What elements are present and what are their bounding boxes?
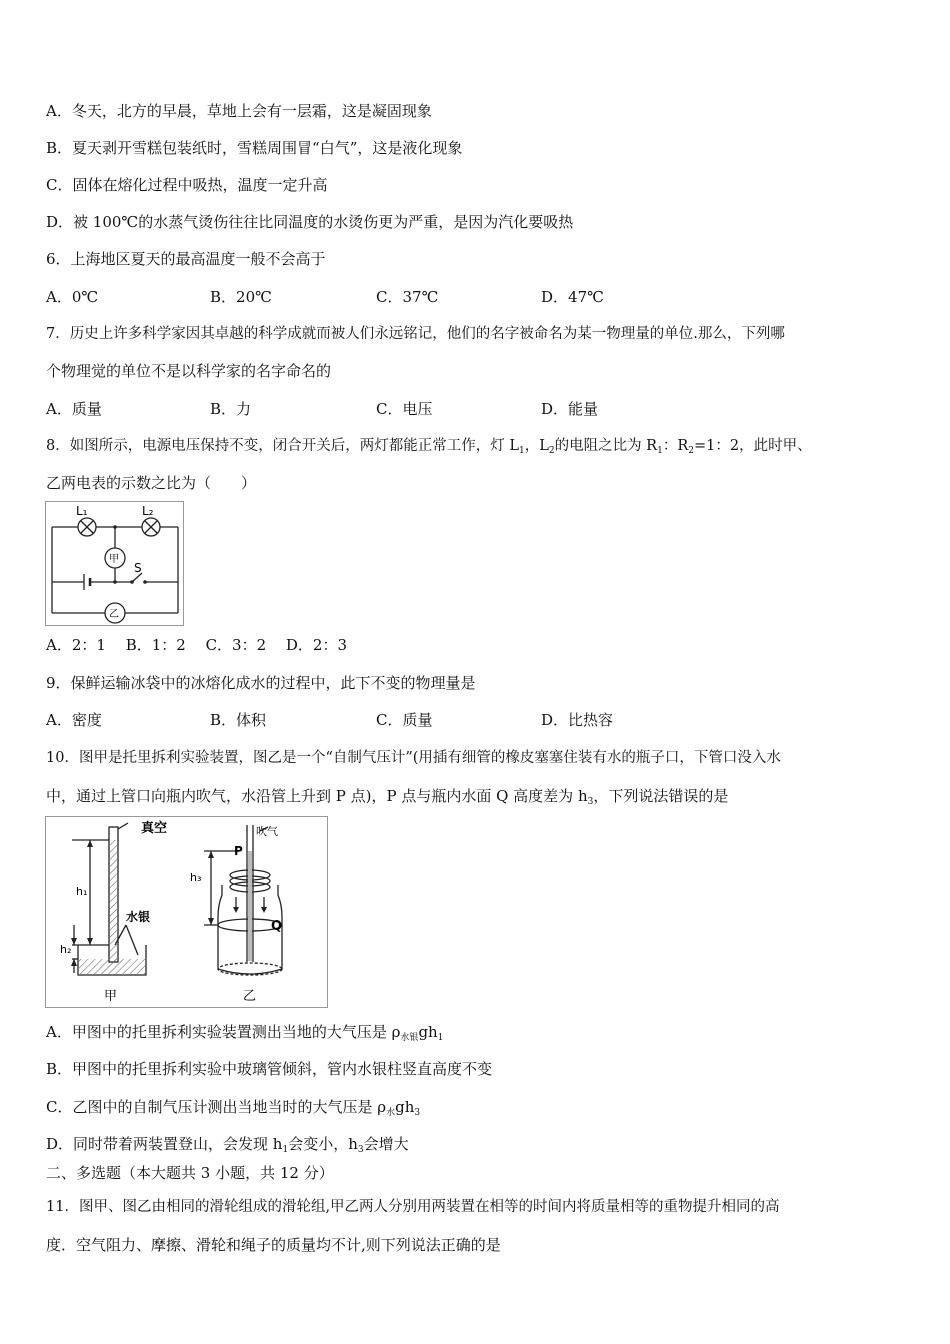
q10-h3-subscript: 3 [587,797,594,807]
q9-option-a: A．密度 [46,711,102,729]
q8-stem-colon: ：R [662,438,689,454]
q6-option-c: C．37℃ [376,288,439,306]
q10-stem-text-b: ，下列说法错误的是 [593,787,729,805]
q10-option-d-text-b: 会变小，h [288,1135,358,1153]
q10-label-blow: 吹气 [256,825,278,838]
q8-label-switch: S [134,561,142,575]
q8-stem-text-c: =1：2，此时甲、 [694,438,812,454]
q8-l2-subscript: 2 [548,446,555,456]
q10-label-h2: h₂ [60,943,72,956]
q10-option-a-rho-subscript: 水银 [400,1033,419,1043]
section-heading-multiple-choice: 二、多选题（本大题共 3 小题，共 12 分） [46,1164,334,1182]
q10-option-a-text: A．甲图中的托里拆利实验装置测出当地的大气压是 ρ [46,1023,401,1041]
q10-option-c-h-subscript: 3 [414,1108,421,1118]
q7-option-a: A．质量 [46,400,102,418]
q5-option-b: B．夏天剥开雪糕包装纸时，雪糕周围冒“白气”，这是液化现象 [46,139,463,157]
q10-option-d-text-c: 会增大 [363,1135,409,1153]
q8-stem-comma: ，L [524,438,549,454]
q10-label-mercury: 水银 [126,910,151,924]
q10-option-d-text-a: D．同时带着两装置登山，会发现 h [46,1135,283,1153]
q7-stem-line1: 7．历史上许多科学家因其卓越的科学成就而被人们永远铭记，他们的名字被命名为某一物理量的单位.那么，下列哪 [46,326,785,342]
q9-option-c: C．质量 [376,711,433,729]
q10-label-vacuum: 真空 [141,821,168,836]
q8-l1-subscript: 1 [518,446,525,456]
q10-stem-line2 [46,786,728,812]
q5-option-a: A．冬天，北方的早晨，草地上会有一层霜，这是凝固现象 [46,102,432,120]
q10-option-a-h-subscript: 1 [437,1033,444,1043]
q10-stem-line1: 10．图甲是托里拆利实验装置，图乙是一个“自制气压计”(用插有细管的橡皮塞塞住装有水的瓶子口，下管口没入水 [46,750,781,766]
q7-option-b: B．力 [210,400,252,418]
q6-option-b: B．20℃ [210,288,272,306]
q8-label-l1: L₁ [76,504,88,518]
q10-barometer-figure [45,816,328,1008]
q10-label-p: P [234,844,243,858]
q10-option-d [46,1134,409,1160]
q11-stem-line1: 11．图甲、图乙由相同的滑轮组成的滑轮组,甲乙两人分别用两装置在相等的时间内将质量相等的重物提升相同的高 [46,1199,780,1215]
q8-options: A．2：1 B．1：2 C．3：2 D．2：3 [46,636,348,654]
q8-r1-subscript: 1 [657,446,663,456]
q8-meter-jia: 甲 [109,554,119,565]
q7-option-d: D．能量 [541,400,599,418]
q7-stem-line2: 个物理觉的单位不是以科学家的名字命名的 [46,362,332,380]
q6-stem: 6．上海地区夏天的最高温度一般不会高于 [46,250,326,268]
q8-stem-text-a: 8．如图所示，电源电压保持不变，闭合开关后，两灯都能正常工作，灯 L [46,438,519,454]
q10-option-c-rho-subscript: 水 [386,1108,396,1118]
q8-stem-text-b: 的电阻之比为 R [554,438,658,454]
q10-label-h3: h₃ [190,871,202,884]
q9-option-d: D．比热容 [541,711,614,729]
q8-stem-line1 [46,436,812,461]
q8-circuit-figure [45,501,184,626]
q9-option-b: B．体积 [210,711,267,729]
q11-stem-line2: 度．空气阻力、摩擦、滑轮和绳子的质量均不计,则下列说法正确的是 [46,1236,501,1254]
q6-option-a: A．0℃ [46,288,99,306]
q8-label-l2: L₂ [142,504,154,518]
q8-meter-yi: 乙 [109,609,119,620]
q10-option-b: B．甲图中的托里拆利实验中玻璃管倾斜，管内水银柱竖直高度不变 [46,1060,493,1078]
q10-option-c-text: C．乙图中的自制气压计测出当地当时的大气压是 ρ [46,1098,387,1116]
q10-option-c [46,1097,420,1123]
q10-stem-text-a: 中，通过上管口向瓶内吹气，水沿管上升到 P 点)，P 点与瓶内水面 Q 高度差为 h [46,787,588,805]
q9-stem: 9．保鲜运输冰袋中的冰熔化成水的过程中，此下不变的物理量是 [46,674,476,692]
q10-label-q: Q [271,919,283,934]
q10-label-h1: h₁ [76,885,88,898]
q6-option-d: D．47℃ [541,288,604,306]
q10-option-a [46,1022,443,1048]
q5-option-c: C．固体在熔化过程中吸热，温度一定升高 [46,176,328,194]
q10-option-d-h1-subscript: 1 [282,1145,289,1155]
q8-r2-subscript: 2 [688,446,694,456]
q10-option-a-gh: gh [418,1023,438,1041]
q10-option-c-gh: gh [395,1098,415,1116]
q5-option-d: D．被 100℃的水蒸气烫伤往往比同温度的水烫伤更为严重，是因为汽化要吸热 [46,213,574,231]
q10-option-d-h3-subscript: 3 [357,1145,364,1155]
q10-label-yi: 乙 [243,989,257,1004]
q10-label-jia: 甲 [104,989,118,1004]
q7-option-c: C．电压 [376,400,433,418]
q8-stem-line2: 乙两电表的示数之比为（ ） [46,474,257,492]
